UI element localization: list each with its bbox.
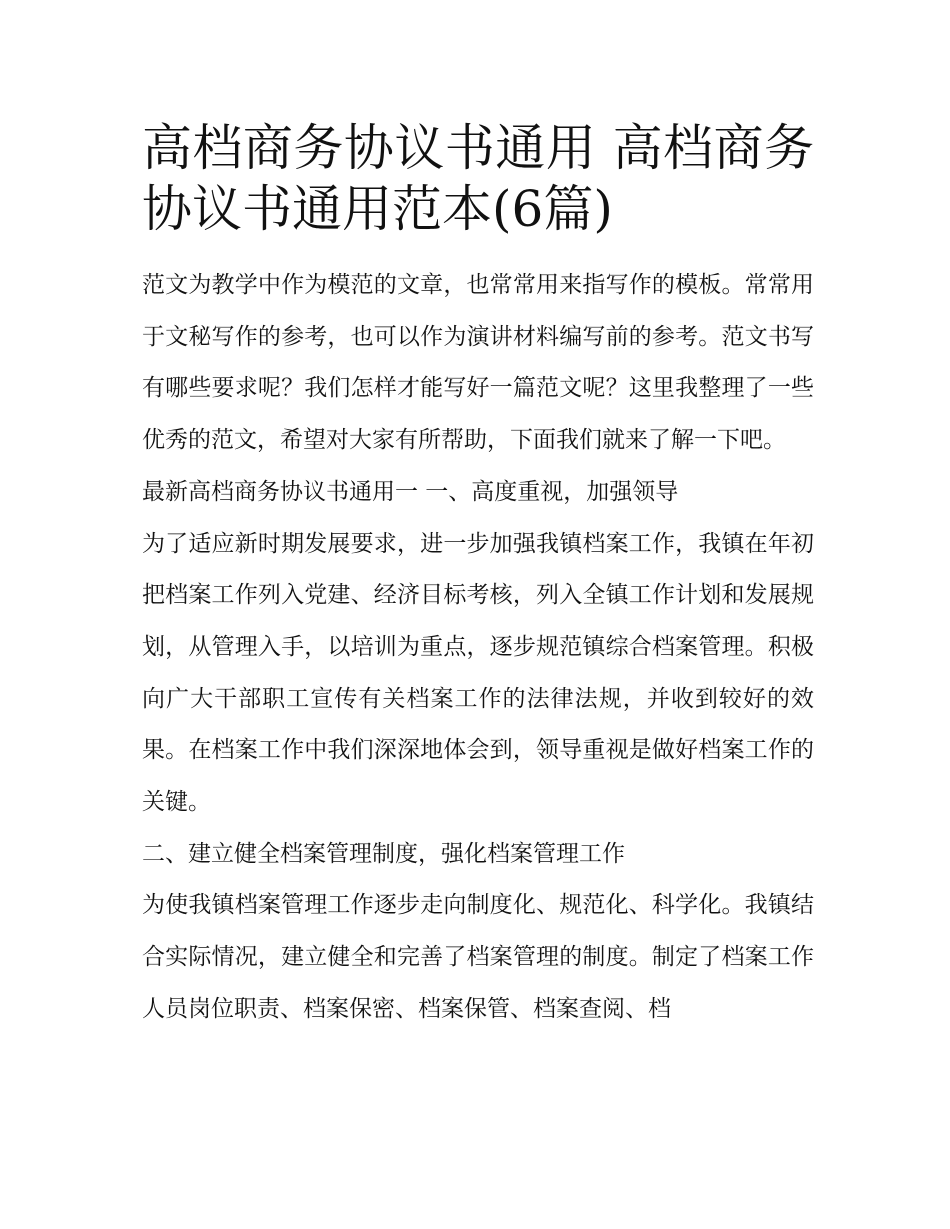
body-paragraph-1: 为了适应新时期发展要求，进一步加强我镇档案工作，我镇在年初把档案工作列入党建、经济目标考核，列入全镇工作计划和发展规划，从管理入手，以培训为重点，逐步规范镇综合档案管理。积极向广大干部职工宣传有关档案工作的法律法规，并收到较好的效果。在档案工作中我们深深地体会到，领导重视是做好档案工作的关键。 xyxy=(142,530,814,816)
section-heading-2: 二、建立健全档案管理制度，强化档案管理工作 xyxy=(142,840,625,867)
document-page xyxy=(142,118,814,1036)
document-title: 高档商务协议书通用 高档商务协议书通用范本(6篇) xyxy=(142,119,814,238)
document-body xyxy=(142,260,814,1036)
intro-paragraph: 范文为教学中作为模范的文章，也常常用来指写作的模板。常常用于文秘写作的参考，也可以作为演讲材料编写前的参考。范文书写有哪些要求呢？我们怎样才能写好一篇范文呢？这里我整理了一些优秀的范文，希望对大家有所帮助，下面我们就来了解一下吧。 xyxy=(142,272,814,454)
section-heading-1: 最新高档商务协议书通用一 一、高度重视，加强领导 xyxy=(142,478,679,505)
body-paragraph-2: 为使我镇档案管理工作逐步走向制度化、规范化、科学化。我镇结合实际情况，建立健全和完善了档案管理的制度。制定了档案工作人员岗位职责、档案保密、档案保管、档案查阅、档 xyxy=(142,892,814,1022)
